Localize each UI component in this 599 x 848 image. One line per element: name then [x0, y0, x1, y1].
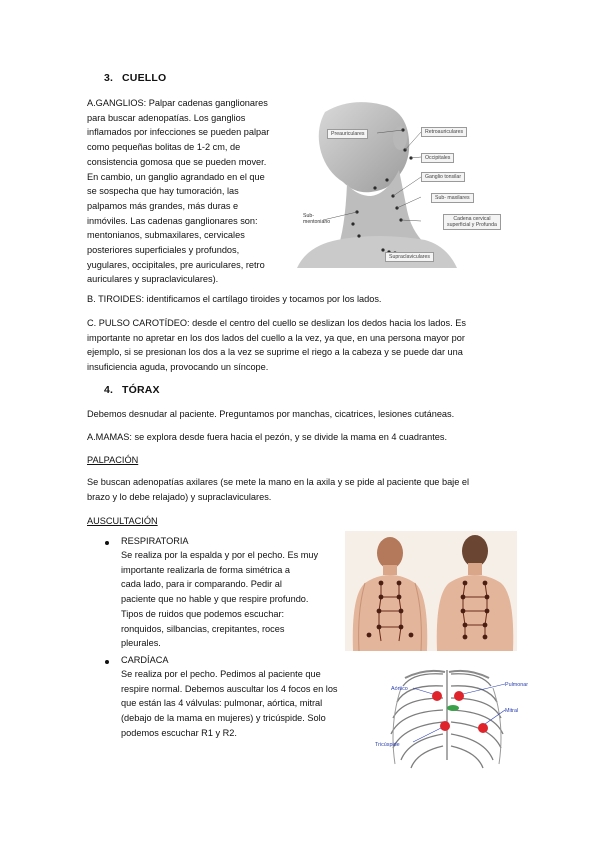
text-line: Tipos de ruidos que podemos escuchar:	[121, 608, 285, 619]
label-mitral: Mitral	[505, 708, 519, 714]
section-title: TÓRAX	[122, 384, 160, 396]
label-supraclaviculares: Supraclaviculares	[385, 252, 434, 262]
text-line: que están las 4 válvulas: pulmonar, aórtica, mitral	[121, 698, 323, 709]
text-line: brazo y lo debe relajado) y supraclaviculares.	[87, 491, 272, 502]
back-torso	[437, 535, 514, 651]
text-line: yugulares, occipitales, pre auriculares, retro	[87, 259, 265, 270]
cardiac-foci-figure	[373, 664, 533, 776]
mamas-paragraph: A.MAMAS: se explora desde fuera hacia el pezón, y se divide la mama en 4 cuadrantes.	[87, 432, 448, 442]
torax-intro-paragraph: Debemos desnudar al paciente. Preguntamos por manchas, cicatrices, lesiones cutáneas.	[87, 409, 455, 419]
text-line: insuficiencia aguda, provocando un síncope.	[87, 362, 269, 373]
section-title: CUELLO	[122, 72, 167, 84]
neck-illustration	[297, 100, 511, 268]
label-occipitales: Occipitales	[421, 153, 454, 163]
text-line: consistencia gomosa que se pueden mover.	[87, 156, 267, 167]
label-retroauriculares: Retroauriculares	[421, 127, 467, 137]
label-aortico: Aórtico	[391, 686, 408, 692]
text-line: importante no apretar en los dos lados del cuello a la vez, ya que, en una persona mayor por	[87, 332, 465, 343]
palpacion-heading: PALPACIÓN	[87, 455, 139, 465]
text-line: En cambio, un ganglio agrandado en el que	[87, 171, 265, 182]
label-line: superficial y Profunda	[447, 222, 497, 228]
text-line: A.GANGLIOS: Palpar cadenas ganglionares	[87, 98, 268, 108]
text-line: importante realizarla de forma simétrica a	[121, 564, 291, 575]
text-line: ejemplo, si se presionan los dos a la vez se suprime el riego a la cabeza y se puede dar una	[87, 347, 463, 358]
text-line: C. PULSO CAROTÍDEO: desde el centro del cuello se deslizan los dedos hacia los lados. Es	[87, 318, 466, 328]
tiroides-paragraph: B. TIROIDES: identificamos el cartílago tiroides y tocamos por los lados.	[87, 294, 382, 304]
label-tricuspide: Tricúspide	[375, 742, 400, 748]
label-preauriculares: Preauriculares	[327, 129, 368, 139]
respiratoria-paragraph	[121, 548, 341, 651]
ganglios-paragraph	[87, 96, 292, 287]
pulso-carotideo-paragraph	[87, 316, 505, 375]
label-ganglio-tonsilar: Ganglio tonsilar	[421, 172, 465, 182]
label-line: Sub-	[303, 213, 314, 219]
bullet-icon	[105, 541, 109, 545]
text-line: podemos escuchar R1 y R2.	[121, 727, 237, 738]
text-line: mentonianos, submaxilares, cervicales	[87, 230, 245, 241]
cardiaca-paragraph	[121, 667, 371, 741]
respiratory-auscultation-figure	[345, 531, 517, 651]
text-line: cada lado, para ir comparando. Pedir al	[121, 579, 282, 590]
text-line: Se realiza por la espalda y por el pecho. Es muy	[121, 550, 319, 560]
neck-lymph-nodes-figure	[297, 100, 511, 268]
text-line: Se buscan adenopatías axilares (se mete la mano en la axila y se pide al paciente que baje el	[87, 477, 470, 487]
text-line: inflamados por infecciones se pueden palpar	[87, 127, 270, 138]
text-line: como pequeñas bolitas de 1-2 cm, de	[87, 142, 241, 153]
label-pulmonar: Pulmonar	[505, 682, 529, 688]
text-line: respire normal. Debemos auscultar los 4 focos en los	[121, 683, 338, 694]
text-line: ronquidos, silbancias, crepitantes, roces	[121, 623, 285, 634]
text-line: (debajo de la mama en mujeres) y tricúspide. Solo	[121, 713, 326, 724]
text-line: pleurales.	[121, 638, 161, 649]
front-torso	[353, 537, 428, 651]
text-line: se sospecha que hay tumoración, las	[87, 186, 239, 197]
bullet-icon	[105, 660, 109, 664]
label-cadena-cervical	[443, 214, 501, 230]
auscultation-points-illustration	[345, 531, 517, 651]
auscultacion-heading: AUSCULTACIÓN	[87, 516, 158, 526]
label-submentoniano	[303, 213, 330, 225]
section-cuello-heading	[104, 71, 166, 86]
text-line: posteriores superficiales y profundos,	[87, 245, 240, 256]
text-line: palpamos más grandes, más duras e	[87, 200, 239, 211]
text-line: para buscar adenopatías. Los ganglios	[87, 112, 246, 123]
section-number: 3.	[104, 72, 114, 84]
text-line: paciente que no hable y que respire profundo.	[121, 594, 309, 605]
text-line: Se realiza por el pecho. Pedimos al paciente que	[121, 669, 321, 679]
cardiaca-title: CARDÍACA	[121, 655, 169, 665]
text-line: auriculares y supraclaviculares).	[87, 274, 219, 285]
label-line: mentoniano	[303, 219, 331, 225]
palpacion-paragraph	[87, 475, 517, 504]
section-torax-heading	[104, 383, 160, 398]
text-line: inmóviles. Las cadenas ganglionares son:	[87, 215, 258, 226]
label-line: Cadena cervical	[453, 216, 491, 222]
section-number: 4.	[104, 384, 114, 396]
label-submaxilares: Sub- maxilares	[431, 193, 474, 203]
respiratoria-title: RESPIRATORIA	[121, 536, 189, 546]
